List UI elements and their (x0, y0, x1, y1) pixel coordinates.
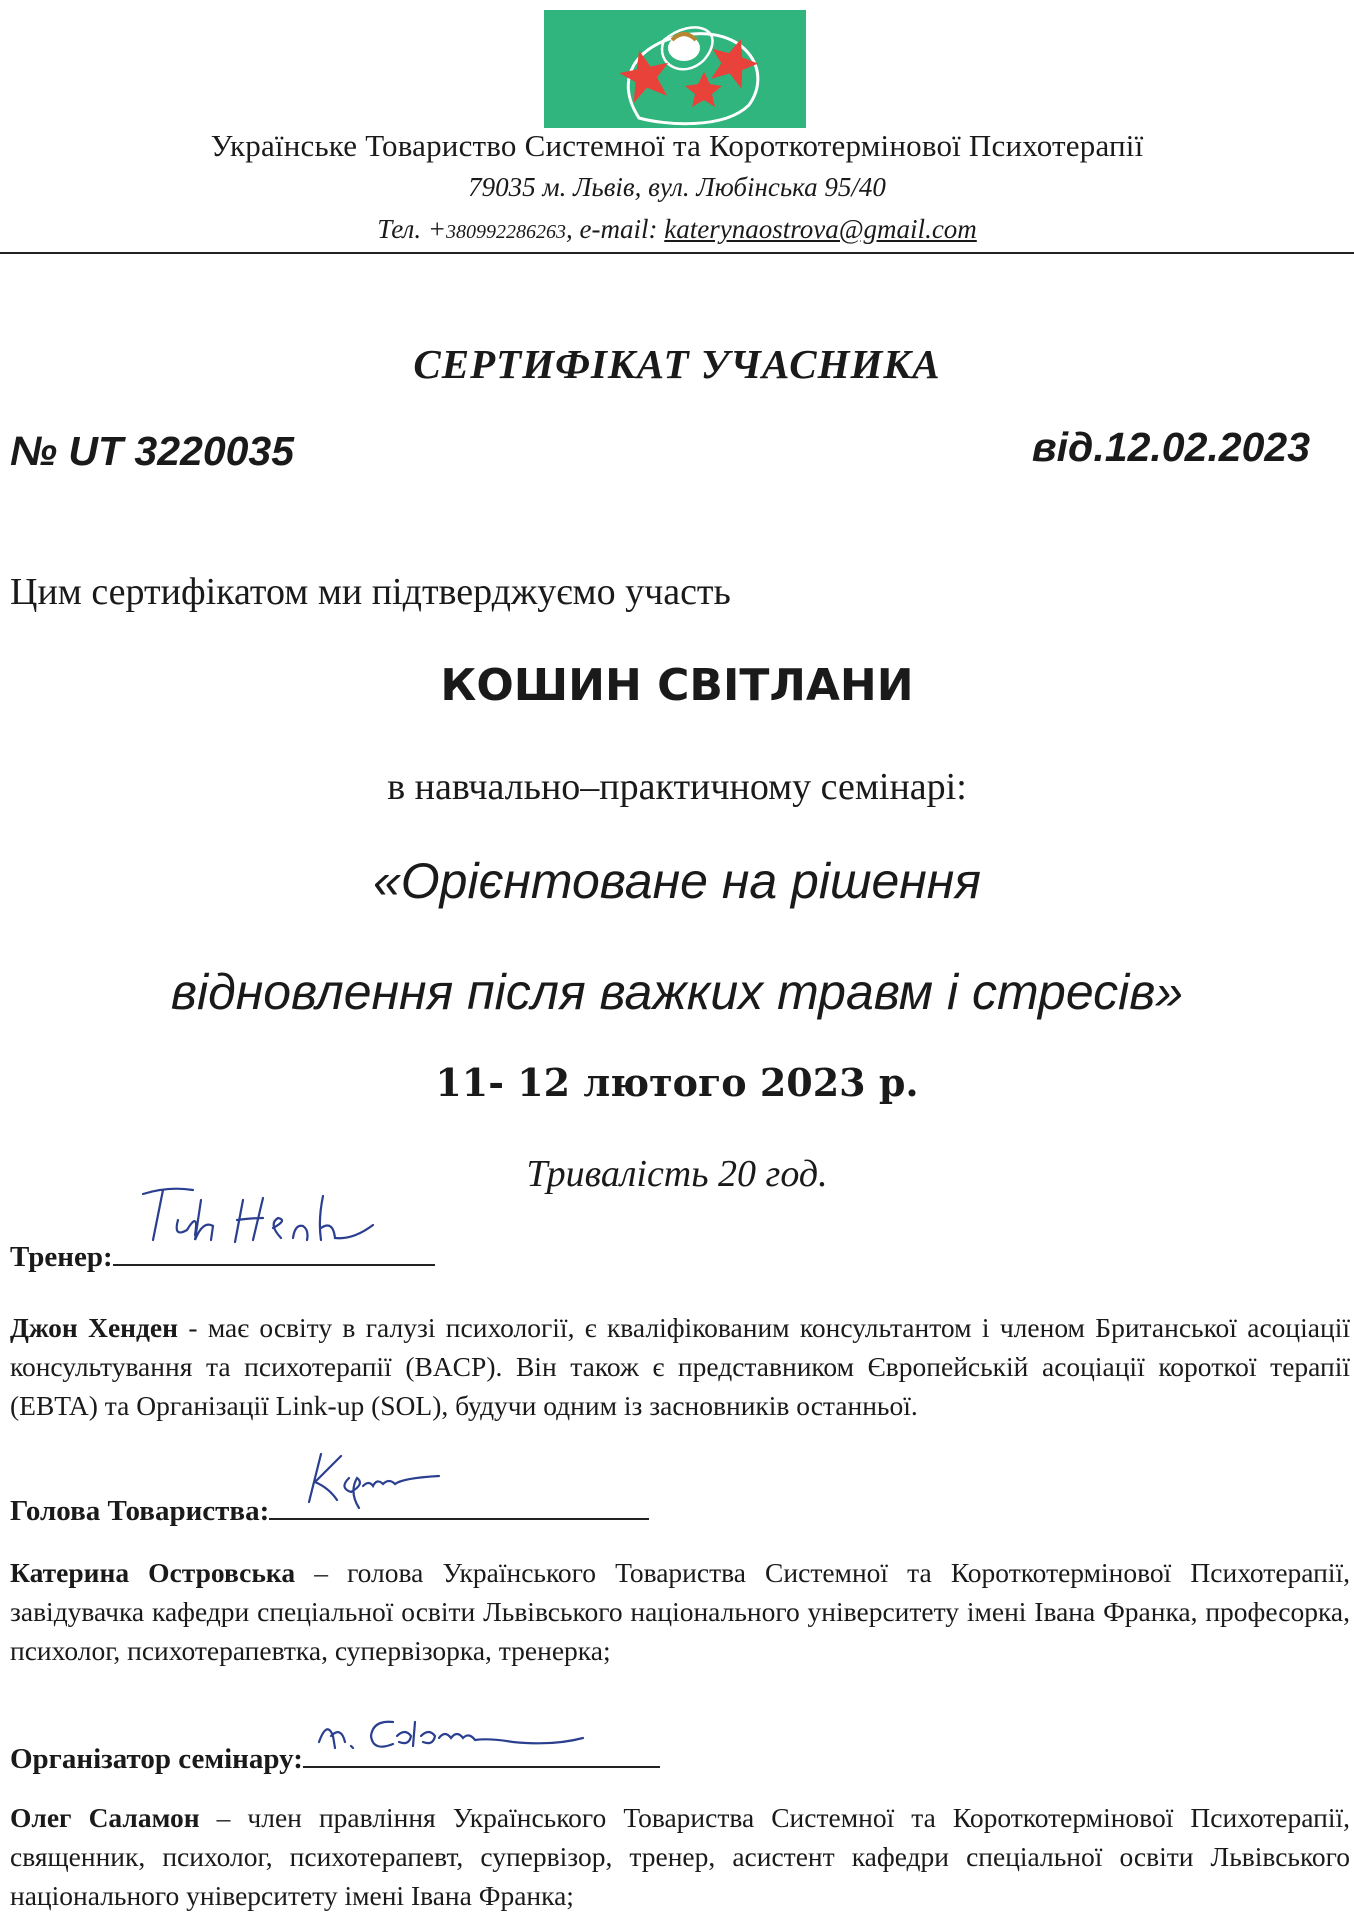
seminar-title-line-1: «Орієнтоване на рішення (372, 853, 981, 909)
seminar-duration: Тривалість 20 год. (526, 1153, 828, 1195)
organization-name: Українське Товариство Системної та Короткотермінової Психотерапії (210, 128, 1144, 163)
head-bio (10, 1553, 1350, 1670)
certificate-number: № UT 3220035 (10, 428, 295, 474)
trainer-bio-text: - має освіту в галузі психології, є кваліфікованим консультантом і членом Британської асоціації консультування та психотерапії (BACP). Він також є представником Європейській асоціації короткої терапії (EBTA) та Організації Link-up (SOL), будучи одним із засновників останньої. (10, 1312, 1350, 1421)
certificate-title: СЕРТИФІКАТ УЧАСНИКА (413, 341, 941, 387)
head-label: Голова Товариства: (10, 1495, 270, 1527)
organization-contacts (0, 214, 1354, 245)
head-bio-text: – голова Українського Товариства Системної та Короткотермінової Психотерапії, завідувачка кафедри спеціальної освіти Львівського національного університету імені Івана Франка, професорка, психолог, психотерапевтка, супервізорка, тренерка; (10, 1557, 1350, 1666)
organization-address: 79035 м. Львів, вул. Любінська 95/40 (468, 172, 886, 202)
trainer-bio (10, 1308, 1350, 1425)
organizer-name: Олег Саламон (10, 1802, 200, 1833)
head-name: Катерина Островська (10, 1557, 296, 1588)
phone-prefix: Тел. + (377, 214, 447, 244)
organizer-label: Організатор семінару: (10, 1743, 303, 1775)
organizer-signature-line (303, 1740, 660, 1768)
trainer-label: Тренер: (10, 1241, 113, 1273)
email-label: , e-mail: (566, 214, 665, 244)
trainer-signature-icon (123, 1180, 423, 1260)
organizer-signature-icon (313, 1702, 653, 1762)
head-signature-line (269, 1492, 649, 1520)
seminar-intro: в навчально–практичному семінарі: (387, 766, 967, 808)
phone-number: 380992286263 (446, 221, 567, 243)
society-logo-icon (544, 10, 806, 128)
organizer-signature-row (10, 1740, 660, 1776)
trainer-signature-row (10, 1238, 435, 1274)
email-link[interactable]: katerynaostrova@gmail.com (664, 214, 977, 244)
header-divider (0, 252, 1354, 254)
organizer-bio-text: – член правління Українського Товариства Системної та Короткотермінової Психотерапії, священник, психолог, психотерапевт, супервізор, тренер, асистент кафедри спеціальної освіти Львівського національного університету імені Івана Франка; (10, 1802, 1350, 1911)
seminar-dates: 11- 12 лютого 2023 р. (435, 1060, 919, 1105)
trainer-name: Джон Хенден (10, 1312, 178, 1343)
trainer-signature-line (113, 1238, 435, 1266)
head-signature-icon (279, 1448, 479, 1514)
organizer-bio (10, 1798, 1350, 1915)
participant-name: КОШИН СВІТЛАНИ (440, 660, 914, 711)
seminar-title-line-2: відновлення після важких травм і стресів» (170, 964, 1184, 1020)
head-signature-row (10, 1492, 649, 1528)
confirmation-text: Цим сертифікатом ми підтверджуємо участь (10, 571, 731, 613)
certificate-date: від.12.02.2023 (1031, 424, 1310, 470)
